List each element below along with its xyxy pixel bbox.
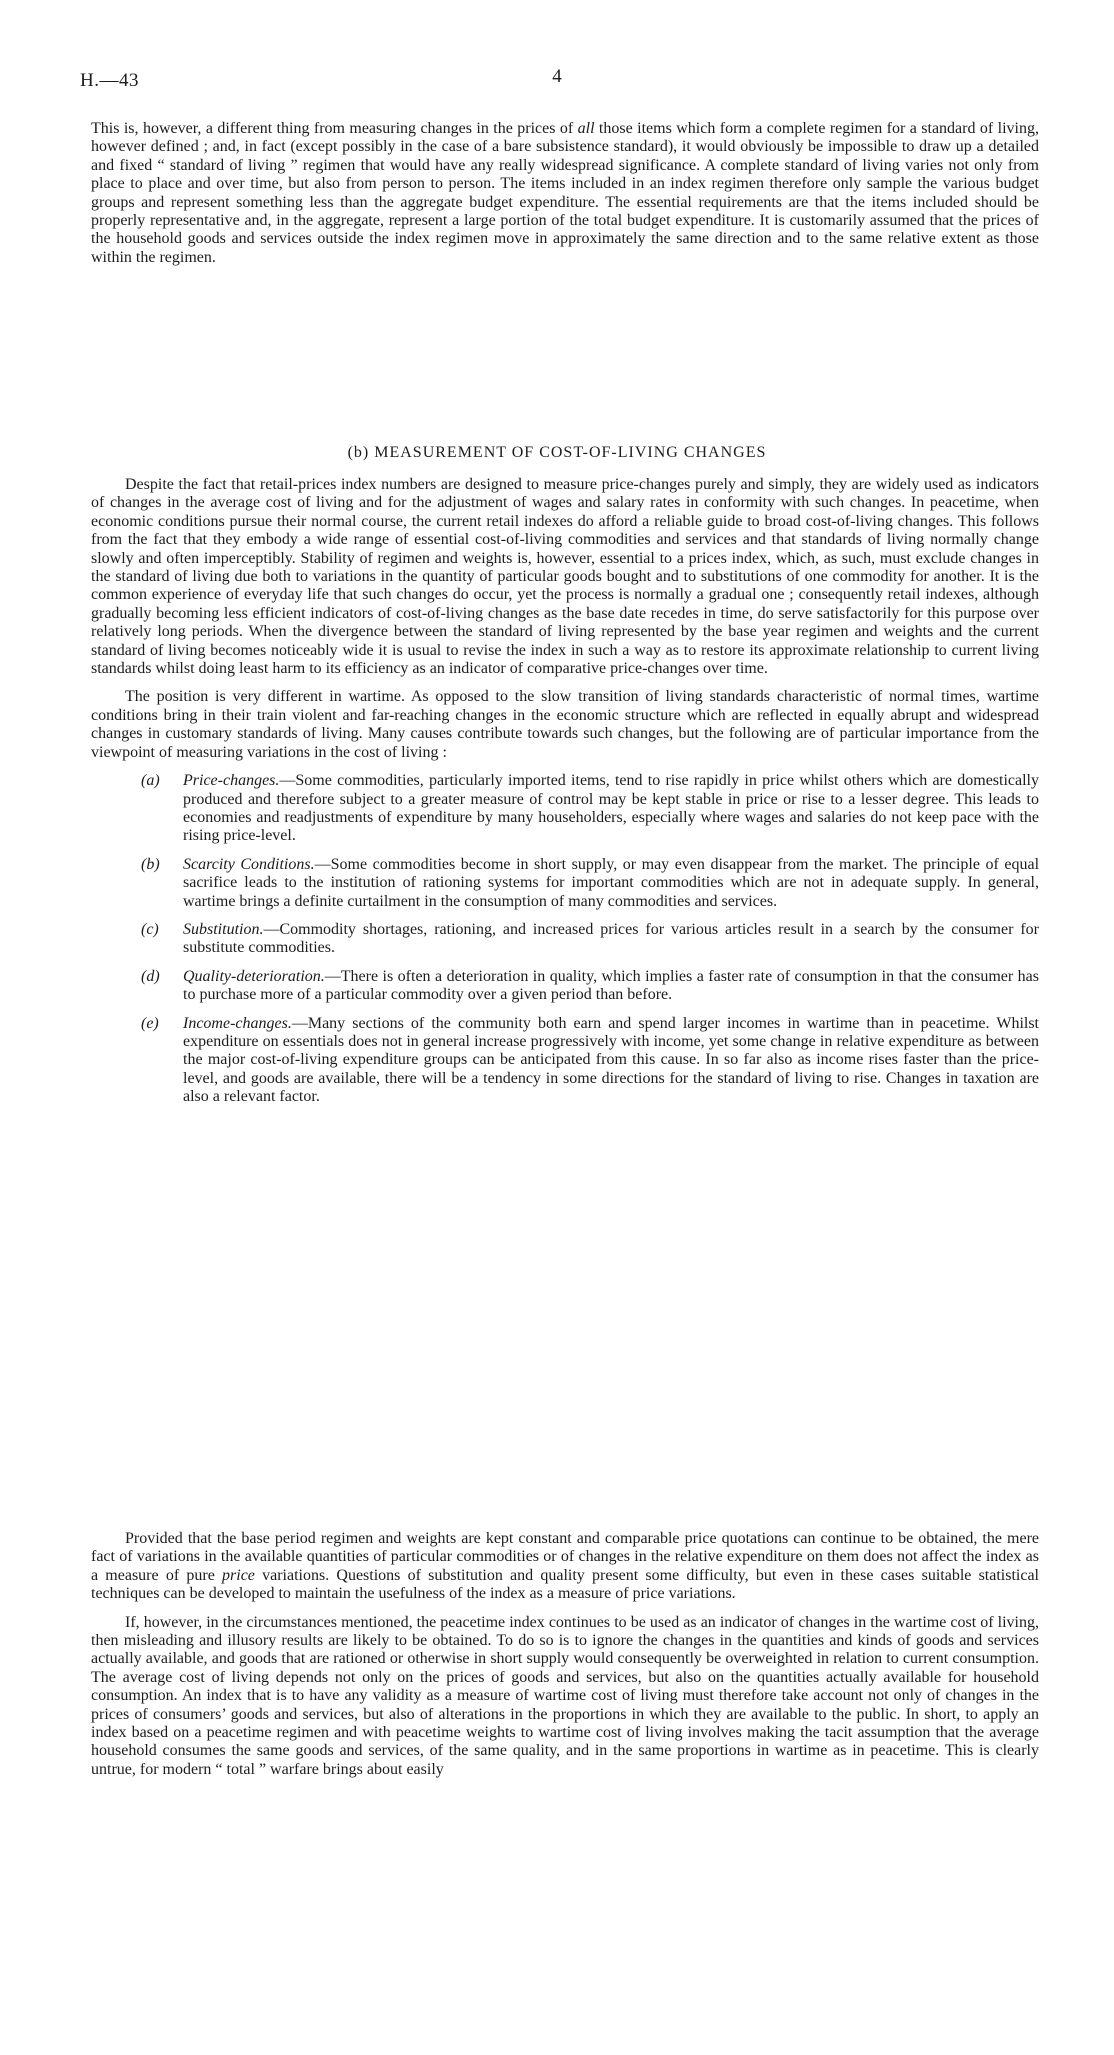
list-item-text: —Some commodities, particularly imported items, tend to rise rapidly in price whilst others which are domestically produced and therefore subject to a greater measure of control may be kept stable in price or rise to a lesser degree. This leads to economies and readjustments of expenditure by many householders, especially where wages and salaries do not keep pace with the rising price-level. <box>183 772 1039 845</box>
intro-paragraph <box>91 120 1039 267</box>
list-item-title: Substitution. <box>183 920 264 938</box>
intro-text-start: This is, however, a different thing from measuring changes in the prices of <box>91 120 578 137</box>
list-item-label: (a) <box>141 772 160 790</box>
causes-list <box>141 772 1039 1107</box>
section-b-body <box>91 476 1039 1117</box>
list-item-label: (c) <box>141 920 159 938</box>
paragraph-wartime-position: The position is very different in wartime. As opposed to the slow transition of living standards characteristic of normal times, wartime conditions bring in their train violent and far-reaching changes in the economic structure which are reflected in equally abrupt and widespread changes in customary standards of living. Many causes contribute towards such changes, but the following are of particular importance from the viewpoint of measuring variations in the cost of living : <box>91 688 1039 761</box>
list-item-price-changes <box>141 772 1039 846</box>
list-item-income-changes <box>141 1014 1039 1107</box>
list-item-text: —Many sections of the community both earn and spend larger incomes in wartime than in peacetime. Whilst expenditure on essentials does not in general increase progressively with income, yet some change in relative expenditure as between the major cost-of-living expenditure groups can be anticipated from this cause. In so far also as income rises faster than the price-level, and goods are available, there will be a tendency in some directions for the standard of living to rise. Changes in taxation are also a relevant factor. <box>183 1014 1039 1106</box>
provided-text-end: variations. Questions of substitution and quality present some difficulty, but even in these cases suitable statistical techniques can be developed to maintain the usefulness of the index as a measure of price variations. <box>91 1566 1040 1603</box>
provided-text-start: Provided that the base period regimen and weights are kept constant and comparable price quotations can continue to be obtained, the mere fact of variations in the available quantities of particular commodities or of changes in the relative expenditure on them does not affect the index as a measure of pure <box>91 1530 1039 1584</box>
list-item-title: Price-changes. <box>183 772 280 790</box>
closing-paragraphs <box>91 1530 1039 1789</box>
document-reference: H.—43 <box>80 70 139 91</box>
list-item-label: (e) <box>141 1014 159 1032</box>
page-header <box>80 66 1034 100</box>
provided-emphasis-price: price <box>222 1566 255 1584</box>
list-item-label: (d) <box>141 967 160 985</box>
list-item-title: Income-changes. <box>183 1014 292 1032</box>
list-item-text: —There is often a deterioration in quality, which implies a faster rate of consumption in that the consumer has to purchase more of a particular commodity over a given period than before. <box>183 967 1039 1004</box>
intro-text-end: those items which form a complete regimen for a standard of living, however defined ; and, in fact (except possibly in the case of a bare subsistence standard), it would obviously be impossible to draw up a detailed and fixed “ standard of living ” regimen that would have any really widespread significance. A complete standard of living varies not only from place to place and over time, but also from person to person. The items included in an index regimen therefore only sample the various budget groups and represent something less than the aggregate budget expenditure. The essential requirements are that the items included should be properly representative and, in the aggregate, represent a large portion of the total budget expenditure. It is customarily assumed that the prices of the household goods and services outside the index regimen move in approximately the same direction and to the same relative extent as those within the regimen. <box>91 120 1039 266</box>
paragraph-despite: Despite the fact that retail-prices index numbers are designed to measure price-changes purely and simply, they are widely used as indicators of changes in the average cost of living and for the adjustment of wages and salary rates in conformity with such changes. In peacetime, when economic conditions pursue their normal course, the current retail indexes do afford a reliable guide to broad cost-of-living changes. This follows from the fact that they embody a wide range of essential cost-of-living commodities and services and that standards of living normally change slowly and often imperceptibly. Stability of regimen and weights is, however, essential to a prices index, which, as such, must exclude changes in the standard of living due both to variations in the quantity of particular goods bought and to substitutions of one commodity for another. It is the common experience of everyday life that such changes do occur, yet the process is normally a gradual one ; consequently retail indexes, although gradually becoming less efficient indicators of cost-of-living changes as the base date recedes in time, do serve satisfactorily for this purpose over relatively long periods. When the divergence between the standard of living represented by the base year regimen and weights and the current standard of living becomes noticeably wide it is usual to revise the index in such a way as to restore its approximate relationship to current living standards whilst doing least harm to its efficiency as an indicator of comparative price-changes over time. <box>91 476 1039 678</box>
list-item-substitution <box>141 920 1039 958</box>
paragraph-if-however: If, however, in the circumstances mentioned, the peacetime index continues to be used as an indicator of changes in the wartime cost of living, then misleading and illusory results are likely to be obtained. To do so is to ignore the changes in the quantities and kinds of goods and services actually available, and goods that are rationed or otherwise in short supply would consequently be overweighted in relation to current consumption. The average cost of living depends not only on the prices of goods and services, but also on the quantities actually available for household consumption. An index that is to have any validity as a measure of wartime cost of living must therefore take account not only of changes in the prices of consumers’ goods and services, but also of alterations in the proportions in which they are available to the public. In short, to apply an index based on a peacetime regimen and with peacetime weights to wartime cost of living involves making the tacit assumption that the average household consumes the same goods and services, of the same quality, and in the same proportions in wartime as in peacetime. This is clearly untrue, for modern “ total ” warfare brings about easily <box>91 1613 1039 1778</box>
page-number: 4 <box>552 66 562 87</box>
list-item-quality-deterioration <box>141 967 1039 1005</box>
paragraph-provided <box>91 1530 1039 1604</box>
intro-emphasis-all: all <box>577 120 595 137</box>
section-heading: (b) MEASUREMENT OF COST-OF-LIVING CHANGES <box>347 444 767 461</box>
intro-paragraph-block <box>91 120 1039 267</box>
list-item-scarcity <box>141 855 1040 911</box>
list-item-text: —Commodity shortages, rationing, and increased prices for various articles result in a search by the consumer for substitute commodities. <box>183 920 1039 957</box>
list-item-label: (b) <box>141 855 160 873</box>
list-item-title: Scarcity Conditions. <box>183 855 315 873</box>
list-item-text: —Some commodities become in short supply, or may even disappear from the market. The principle of equal sacrifice leads to the institution of rationing systems for important commodities which are not in adequate supply. In general, wartime brings a definite curtailment in the consumption of many commodities and services. <box>183 855 1040 910</box>
list-item-title: Quality-deterioration. <box>183 967 325 985</box>
